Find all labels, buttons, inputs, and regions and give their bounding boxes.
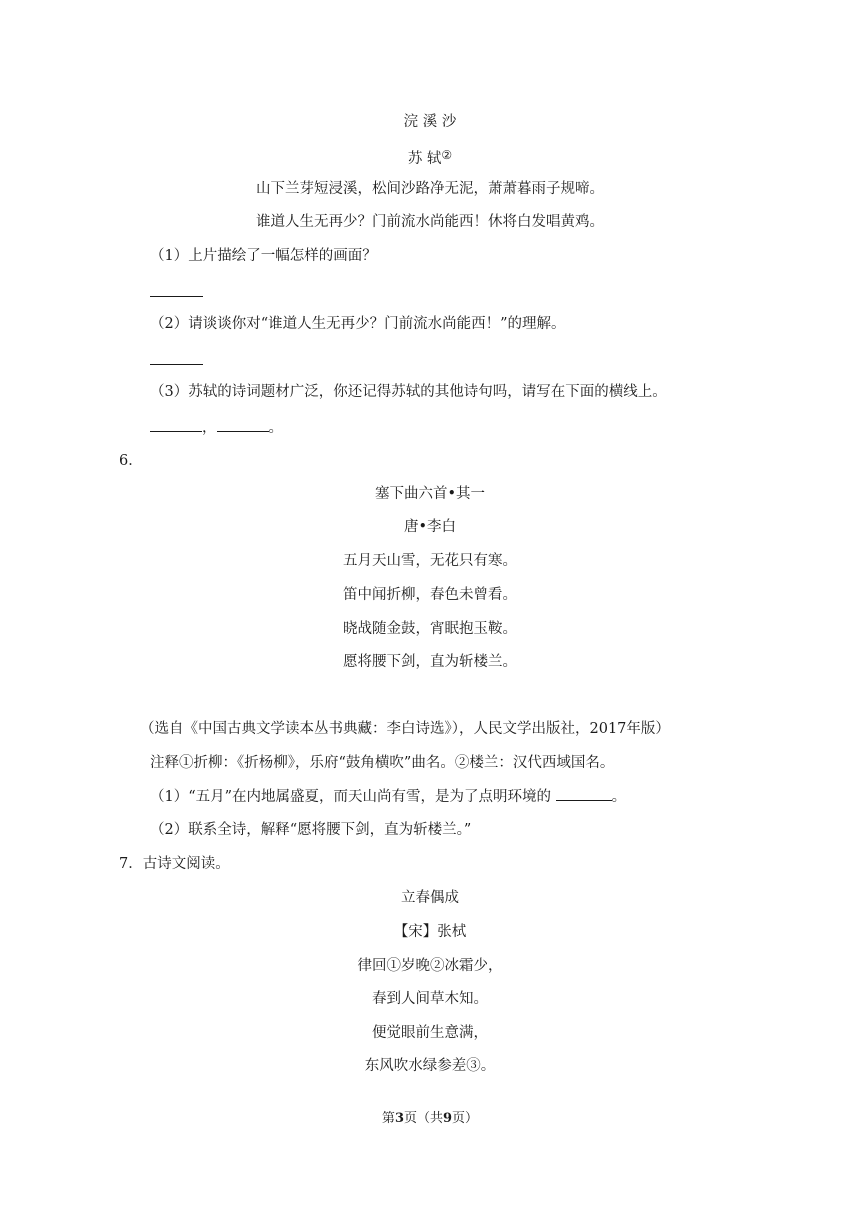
poem1-author-name: 苏 轼 <box>407 151 442 167</box>
poem1-question-3: （3）苏轼的诗词题材广泛，你还记得苏轼的其他诗句吗，请写在下面的横线上。 <box>150 384 667 400</box>
q7-heading-text: 古诗文阅读。 <box>142 856 230 872</box>
q6-poem-line-2: 笛中闻折柳，春色未曾看。 <box>343 587 517 603</box>
q6-question-1-end: 。 <box>611 789 627 805</box>
poem1-q3-answer-row <box>150 418 283 438</box>
q6-poem-title: 塞下曲六首•其一 <box>374 486 486 502</box>
q7-poem-author: 【宋】张栻 <box>393 924 467 940</box>
q6-poem-line-3: 晓战随金鼓，宵眠抱玉鞍。 <box>343 621 517 637</box>
poem1-line-1: 山下兰芽短浸溪，松间沙路净无泥，萧萧暮雨子规啼。 <box>256 181 604 197</box>
q7-number: 7． <box>119 856 143 872</box>
poem1-answer-blank-1[interactable] <box>150 296 203 297</box>
q6-poem-author: 唐•李白 <box>403 519 457 535</box>
footer-page-number: 3 <box>394 1111 404 1126</box>
q7-poem-line-2: 春到人间草木知。 <box>372 991 488 1007</box>
q6-poem-line-1: 五月天山雪，无花只有寒。 <box>343 553 517 569</box>
poem1-question-1: （1）上片描绘了一幅怎样的画面？ <box>150 248 377 264</box>
footer-prefix: 第 <box>381 1111 395 1126</box>
q7-heading <box>119 854 230 874</box>
footer-suffix: 页） <box>452 1111 479 1126</box>
poem1-q3-separator: ， <box>202 420 217 436</box>
poem1-title: 浣 溪 沙 <box>403 114 457 130</box>
q6-poem-line-4: 愿将腰下剑，直为斩楼兰。 <box>343 654 517 670</box>
footer-mid: 页（共 <box>403 1111 443 1126</box>
q6-question-2: （2）联系全诗，解释“愿将腰下剑，直为斩楼兰。” <box>150 822 472 838</box>
poem1-question-2: （2）请谈谈你对“谁道人生无再少？门前流水尚能西！”的理解。 <box>150 316 566 332</box>
q6-question-1 <box>150 787 626 807</box>
page-footer <box>0 1109 860 1129</box>
q7-poem-line-4: 东风吹水绿参差③。 <box>364 1058 496 1074</box>
q7-poem-title: 立春偶成 <box>401 890 459 906</box>
poem1-q3-blank-1[interactable] <box>150 419 202 432</box>
q6-number: 6． <box>119 453 143 469</box>
q6-source: （选自《中国古典文学读本丛书典藏：李白诗选》），人民文学出版社，2017年版） <box>140 721 670 737</box>
q7-poem-line-3: 便觉眼前生意满， <box>372 1025 488 1041</box>
poem1-author-mark: ② <box>441 148 453 162</box>
poem1-q3-blank-2[interactable] <box>217 419 269 432</box>
q6-note: 注释①折柳：《折杨柳》，乐府“鼓角横吹”曲名。②楼兰：汉代西域国名。 <box>150 755 615 771</box>
poem1-q3-end: 。 <box>268 420 283 436</box>
poem1-line-2: 谁道人生无再少？门前流水尚能西！休将白发唱黄鸡。 <box>256 214 604 230</box>
q6-question-1-text: （1）“五月”在内地属盛夏，而天山尚有雪，是为了点明环境的 <box>150 789 552 805</box>
q6-question-1-blank[interactable] <box>556 788 612 801</box>
poem1-answer-blank-2[interactable] <box>150 364 203 365</box>
poem1-author <box>0 145 860 169</box>
q7-poem-line-1: 律回①岁晚②冰霜少， <box>357 958 503 974</box>
footer-total-pages: 9 <box>443 1111 453 1126</box>
